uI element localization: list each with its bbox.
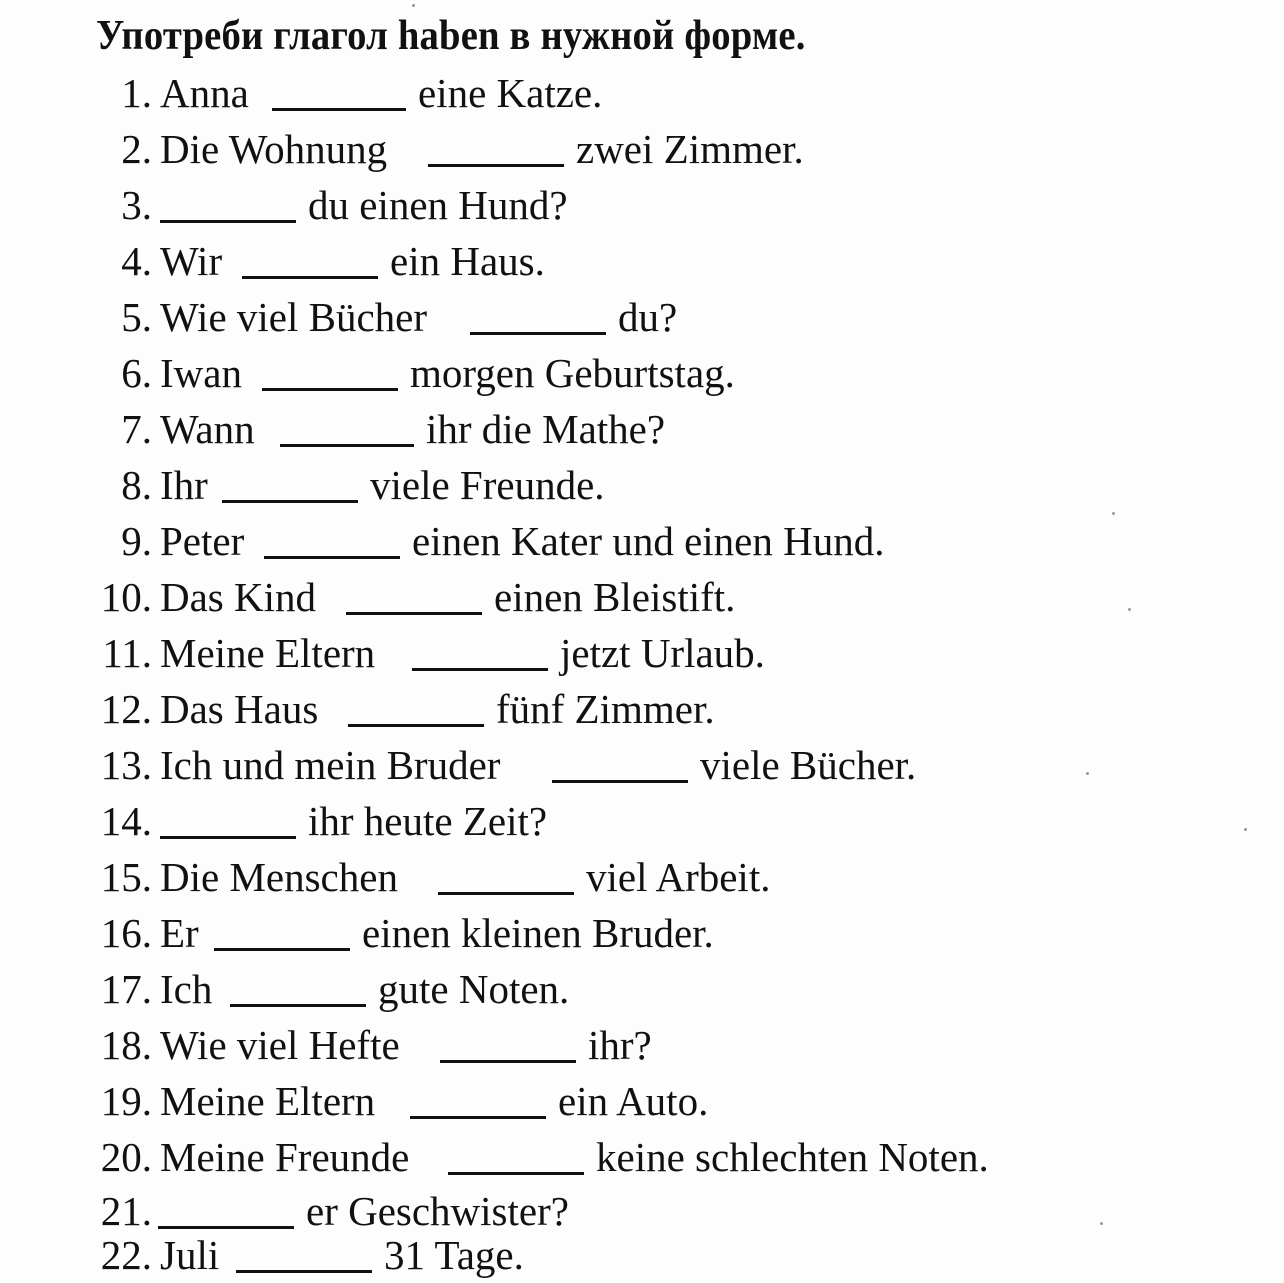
- answer-blank[interactable]: [158, 1226, 294, 1229]
- answer-blank[interactable]: [242, 276, 378, 279]
- item-text-before: Das Kind: [160, 574, 317, 620]
- answer-blank[interactable]: [264, 556, 400, 559]
- item-text-after: ein Auto.: [558, 1078, 709, 1124]
- item-number: 21.: [100, 1188, 152, 1234]
- item-number: 3.: [121, 182, 152, 228]
- item-number: 18.: [100, 1022, 152, 1068]
- exercise-item: [0, 852, 1284, 902]
- exercise-item: [0, 1186, 1284, 1236]
- item-text-after: viele Bücher.: [700, 742, 917, 788]
- item-text-before: Wie viel Hefte: [160, 1022, 400, 1068]
- item-text-before: Die Wohnung: [160, 126, 388, 172]
- exercise-item: [0, 684, 1284, 734]
- item-number: 16.: [100, 910, 152, 956]
- item-number: 8.: [121, 462, 152, 508]
- item-text-before: Die Menschen: [160, 854, 398, 900]
- exercise-item: [0, 1076, 1284, 1126]
- item-number: 13.: [100, 742, 152, 788]
- item-number: 7.: [121, 406, 152, 452]
- answer-blank[interactable]: [552, 780, 688, 783]
- exercise-item: [0, 180, 1284, 230]
- exercise-item: [0, 68, 1284, 118]
- item-number: 11.: [102, 630, 152, 676]
- item-text-after: ihr?: [588, 1022, 652, 1068]
- item-text-before: Juli: [160, 1232, 220, 1278]
- scan-speck: [1244, 828, 1247, 831]
- exercise-item: [0, 628, 1284, 678]
- item-text-before: Ich und mein Bruder: [160, 742, 501, 788]
- scan-speck: [1112, 512, 1115, 515]
- answer-blank[interactable]: [272, 108, 406, 111]
- item-number: 6.: [121, 350, 152, 396]
- exercise-item: [0, 964, 1284, 1014]
- exercise-item: [0, 236, 1284, 286]
- item-text-after: du?: [618, 294, 678, 340]
- scan-speck: [412, 4, 415, 7]
- item-number: 22.: [100, 1232, 152, 1278]
- item-number: 5.: [121, 294, 152, 340]
- answer-blank[interactable]: [160, 220, 296, 223]
- answer-blank[interactable]: [262, 388, 398, 391]
- exercise-item: [0, 796, 1284, 846]
- item-text-after: eine Katze.: [418, 70, 603, 116]
- exercise-item: [0, 348, 1284, 398]
- item-text-after: gute Noten.: [378, 966, 570, 1012]
- answer-blank[interactable]: [160, 836, 296, 839]
- item-text-before: Anna: [160, 70, 249, 116]
- exercise-item: [0, 292, 1284, 342]
- answer-blank[interactable]: [214, 948, 350, 951]
- exercise-item: [0, 1020, 1284, 1070]
- item-text-after: ein Haus.: [390, 238, 545, 284]
- item-number: 15.: [100, 854, 152, 900]
- item-text-after: einen kleinen Bruder.: [362, 910, 714, 956]
- item-text-after: einen Kater und einen Hund.: [412, 518, 885, 564]
- answer-blank[interactable]: [470, 332, 606, 335]
- exercise-item: [0, 1230, 1284, 1280]
- item-text-after: keine schlechten Noten.: [596, 1134, 989, 1180]
- item-text-before: Wie viel Bücher: [160, 294, 428, 340]
- answer-blank[interactable]: [346, 612, 482, 615]
- item-text-before: Das Haus: [160, 686, 319, 732]
- item-number: 9.: [121, 518, 152, 564]
- item-number: 14.: [100, 798, 152, 844]
- item-number: 17.: [100, 966, 152, 1012]
- answer-blank[interactable]: [410, 1116, 546, 1119]
- scan-speck: [1100, 1222, 1103, 1225]
- exercise-item: [0, 1132, 1284, 1182]
- item-text-before: Peter: [160, 518, 245, 564]
- item-text-after: jetzt Urlaub.: [560, 630, 765, 676]
- answer-blank[interactable]: [440, 1060, 576, 1063]
- item-text-before: Meine Eltern: [160, 1078, 376, 1124]
- item-number: 12.: [100, 686, 152, 732]
- item-number: 2.: [121, 126, 152, 172]
- exercise-item: [0, 404, 1284, 454]
- answer-blank[interactable]: [280, 444, 414, 447]
- item-text-after: viel Arbeit.: [586, 854, 771, 900]
- item-text-after: morgen Geburtstag.: [410, 350, 735, 396]
- scan-speck: [1128, 608, 1131, 611]
- item-number: 20.: [100, 1134, 152, 1180]
- item-text-after: zwei Zimmer.: [576, 126, 804, 172]
- item-number: 10.: [100, 574, 152, 620]
- item-text-after: du einen Hund?: [308, 182, 568, 228]
- item-text-after: er Geschwister?: [306, 1188, 569, 1234]
- exercise-item: [0, 740, 1284, 790]
- answer-blank[interactable]: [448, 1172, 584, 1175]
- answer-blank[interactable]: [438, 892, 574, 895]
- item-text-before: Wann: [160, 406, 255, 452]
- scan-speck: [1086, 772, 1089, 775]
- exercise-title: Употреби глагол haben в нужной форме.: [96, 13, 806, 59]
- item-text-before: Ihr: [160, 462, 208, 508]
- item-text-after: ihr heute Zeit?: [308, 798, 548, 844]
- answer-blank[interactable]: [230, 1004, 366, 1007]
- exercise-item: [0, 516, 1284, 566]
- item-text-before: Meine Eltern: [160, 630, 376, 676]
- exercise-item: [0, 908, 1284, 958]
- item-text-after: fünf Zimmer.: [496, 686, 715, 732]
- item-text-after: ihr die Mathe?: [426, 406, 666, 452]
- item-text-before: Wir: [160, 238, 223, 284]
- item-number: 4.: [121, 238, 152, 284]
- item-text-after: 31 Tage.: [384, 1232, 524, 1278]
- item-text-before: Iwan: [160, 350, 242, 396]
- item-text-after: einen Bleistift.: [494, 574, 736, 620]
- item-number: 19.: [100, 1078, 152, 1124]
- answer-blank[interactable]: [236, 1270, 372, 1273]
- item-text-before: Ich: [160, 966, 213, 1012]
- item-text-before: Meine Freunde: [160, 1134, 410, 1180]
- item-text-after: viele Freunde.: [370, 462, 605, 508]
- exercise-item: [0, 460, 1284, 510]
- exercise-item: [0, 572, 1284, 622]
- answer-blank[interactable]: [428, 164, 564, 167]
- answer-blank[interactable]: [348, 724, 484, 727]
- exercise-item: [0, 124, 1284, 174]
- item-text-before: Er: [160, 910, 199, 956]
- answer-blank[interactable]: [222, 500, 358, 503]
- item-number: 1.: [121, 70, 152, 116]
- answer-blank[interactable]: [412, 668, 548, 671]
